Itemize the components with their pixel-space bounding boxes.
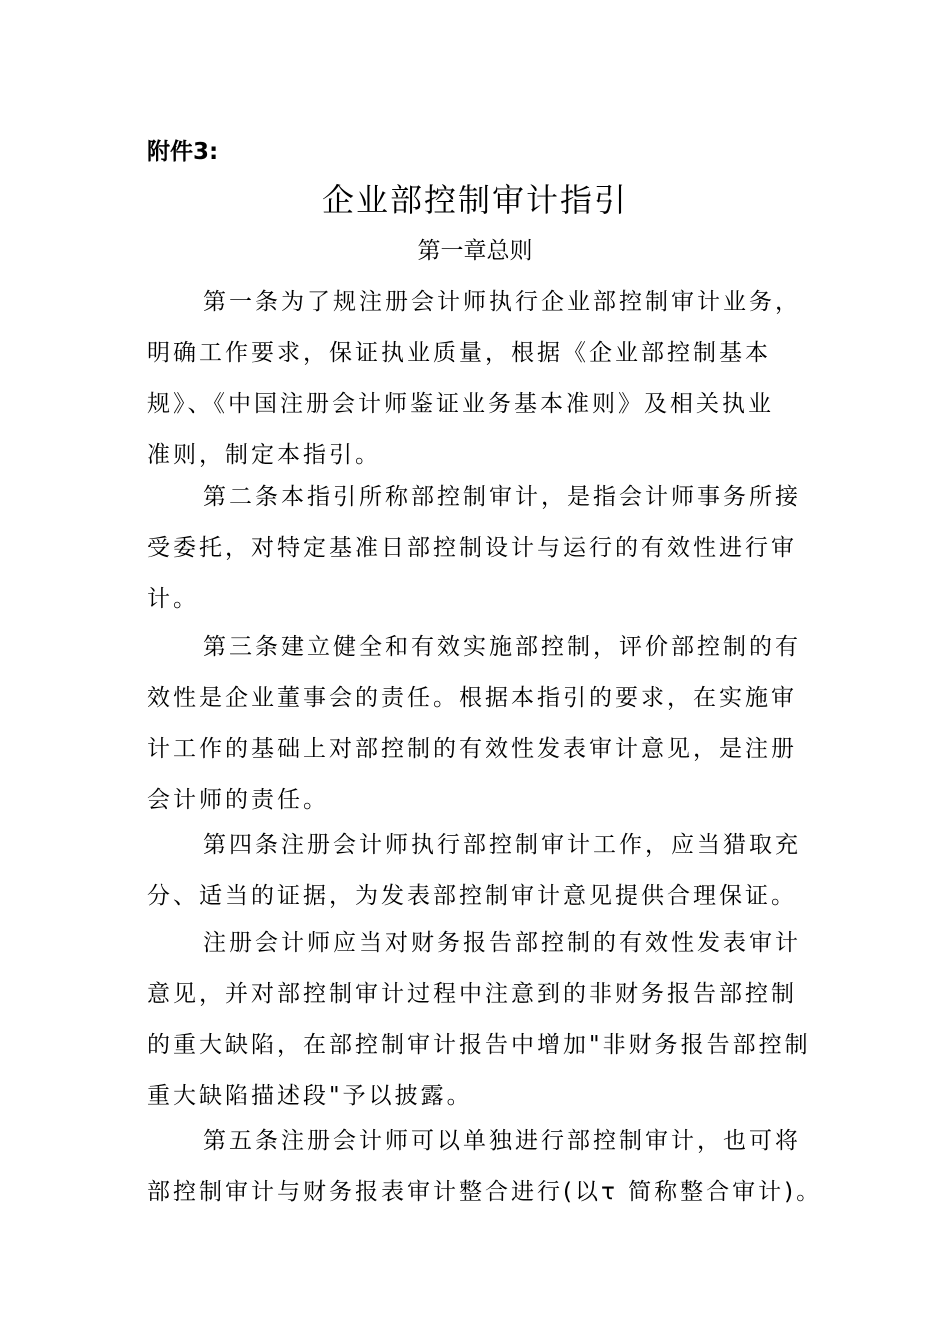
paragraph-line: 分、适当的证据，为发表部控制审计意见提供合理保证。 (147, 883, 797, 909)
paragraph-line: 会计师的责任。 (147, 787, 329, 813)
paragraph-line: 明确工作要求，保证执业质量，根据《企业部控制基本 (147, 340, 771, 366)
paragraph-line: 部控制审计与财务报表审计整合进行(以τ 简称整合审计)。 (147, 1179, 823, 1205)
article-2-paragraph (147, 472, 801, 625)
attachment-label: 附件3: (147, 139, 219, 165)
chapter-heading: 第一章总则 (417, 238, 533, 264)
article-1-paragraph (147, 277, 801, 481)
article-4-continued-paragraph (147, 918, 811, 1122)
paragraph-line: 受委托，对特定基准日部控制设计与运行的有效性进行审 (147, 535, 797, 561)
paragraph-line: 第五条注册会计师可以单独进行部控制审计，也可将 (203, 1128, 801, 1154)
paragraph-line: 计工作的基础上对部控制的有效性发表审计意见，是注册 (147, 736, 797, 762)
paragraph-line: 重大缺陷描述段"予以披露。 (147, 1083, 473, 1109)
paragraph-line: 注册会计师应当对财务报告部控制的有效性发表审计 (203, 930, 801, 956)
paragraph-line: 意见，并对部控制审计过程中注意到的非财务报告部控制 (147, 981, 797, 1007)
document-title: 企业部控制审计指引 (321, 181, 628, 219)
paragraph-line: 效性是企业董事会的责任。根据本指引的要求，在实施审 (147, 685, 797, 711)
paragraph-line: 计。 (147, 586, 199, 612)
article-4-paragraph (147, 820, 801, 922)
paragraph-line: 的重大缺陷，在部控制审计报告中增加"非财务报告部控制 (147, 1032, 811, 1058)
paragraph-line: 第四条注册会计师执行部控制审计工作，应当猎取充 (203, 832, 801, 858)
article-3-paragraph (147, 622, 801, 826)
paragraph-line: 第二条本指引所称部控制审计，是指会计师事务所接 (203, 484, 801, 510)
article-5-paragraph (147, 1116, 823, 1218)
paragraph-line: 规》、《中国注册会计师鉴证业务基本准则》及相关执业 (147, 391, 774, 417)
paragraph-line: 准则，制定本指引。 (147, 442, 381, 468)
paragraph-line: 第三条建立健全和有效实施部控制，评价部控制的有 (203, 634, 801, 660)
paragraph-line: 第一条为了规注册会计师执行企业部控制审计业务， (203, 289, 801, 315)
